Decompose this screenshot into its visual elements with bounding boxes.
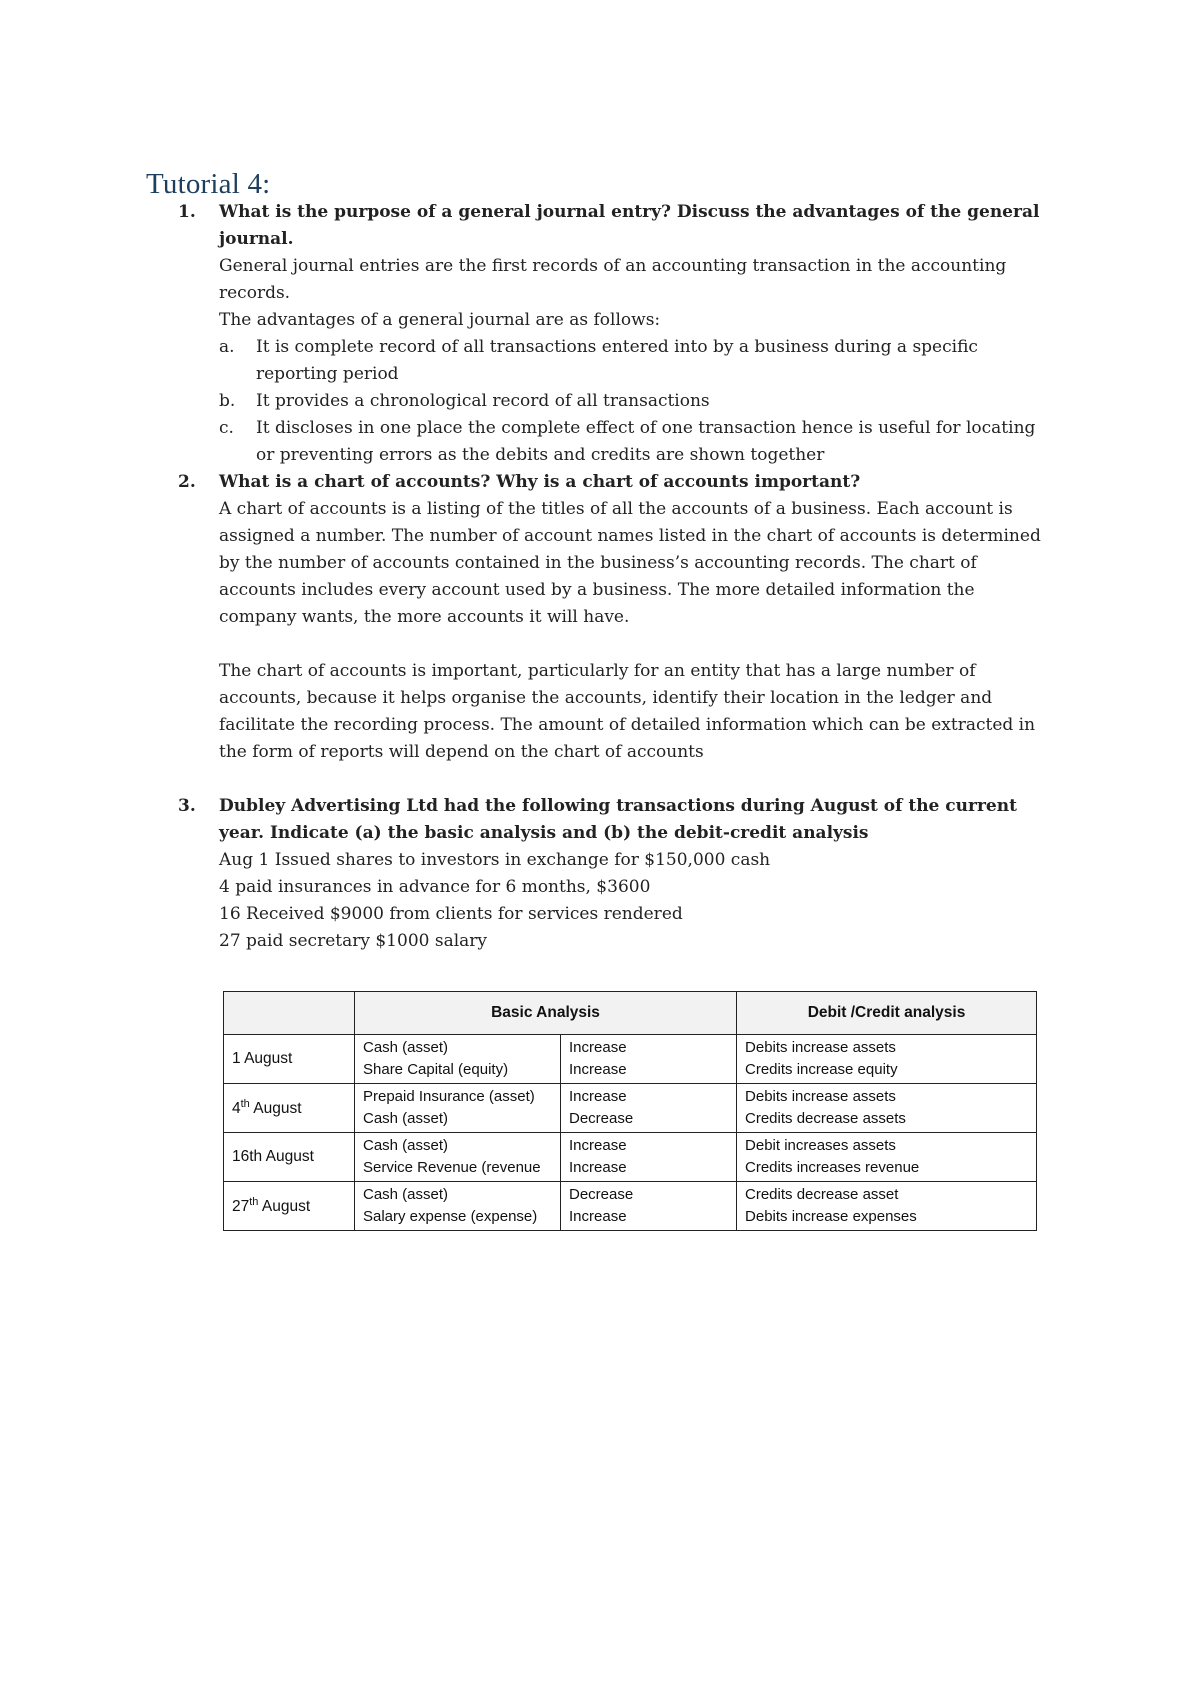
rules-cell: [737, 1133, 1037, 1182]
accounts-cell: [355, 1182, 561, 1231]
header-basic-analysis: Basic Analysis: [355, 992, 737, 1035]
table-row: [224, 1133, 1037, 1182]
effect-text: Increase: [569, 1039, 627, 1056]
account-name: Cash (asset): [363, 1039, 449, 1056]
table-header-row: [224, 992, 1037, 1035]
date-cell: [224, 1035, 355, 1084]
answer-2-line: by the number of accounts contained in the business’s accounting records. The chart of: [219, 553, 977, 573]
date-cell: [224, 1182, 355, 1231]
list-item-a: It is complete record of all transactions entered into by a business during a specific: [256, 337, 978, 357]
transaction-line: 16 Received $9000 from clients for services rendered: [219, 904, 683, 924]
accounts-cell: [355, 1133, 561, 1182]
effect-text: Increase: [569, 1088, 627, 1105]
question-3-text-cont: year. Indicate (a) the basic analysis and (b) the debit-credit analysis: [219, 823, 869, 843]
accounts-cell: [355, 1035, 561, 1084]
rule-text: Credits increases revenue: [745, 1159, 920, 1176]
account-name: Service Revenue (revenue: [363, 1159, 541, 1176]
effect-text: Increase: [569, 1137, 627, 1154]
accounts-cell: [355, 1084, 561, 1133]
account-name: Cash (asset): [363, 1186, 449, 1203]
account-name: Salary expense (expense): [363, 1208, 538, 1225]
list-item-c-cont: or preventing errors as the debits and credits are shown together: [256, 445, 825, 465]
transaction-line: Aug 1 Issued shares to investors in exchange for $150,000 cash: [219, 850, 771, 870]
rule-text: Credits decrease assets: [745, 1110, 906, 1127]
answer-2-line: accounts includes every account used by a business. The more detailed information the: [219, 580, 975, 600]
rules-cell: [737, 1182, 1037, 1231]
rule-text: Debit increases assets: [745, 1137, 896, 1154]
question-2-number: 2.: [178, 472, 196, 492]
effects-cell: [561, 1035, 737, 1084]
header-date-cell: [224, 992, 355, 1035]
date-text-tail: August: [258, 1198, 311, 1216]
header-debit-credit-analysis: Debit /Credit analysis: [737, 992, 1037, 1035]
date-text: 4: [232, 1100, 241, 1118]
answer-2-line: A chart of accounts is a listing of the titles of all the accounts of a business. Each account is: [219, 499, 1013, 519]
list-item-a-cont: reporting period: [256, 364, 399, 384]
analysis-table: [223, 991, 1037, 1231]
account-name: Cash (asset): [363, 1137, 449, 1154]
question-1-number: 1.: [178, 202, 196, 222]
table-row: [224, 1084, 1037, 1133]
answer-2-para2-line: facilitate the recording process. The amount of detailed information which can be extracted in: [219, 715, 1036, 735]
question-2-text: What is a chart of accounts? Why is a chart of accounts important?: [219, 472, 861, 492]
rule-text: Credits increase equity: [745, 1061, 898, 1078]
date-cell: [224, 1084, 355, 1133]
list-letter-c: c.: [219, 418, 234, 438]
effect-text: Increase: [569, 1208, 627, 1225]
rule-text: Debits increase assets: [745, 1088, 896, 1105]
transaction-line: 4 paid insurances in advance for 6 months, $3600: [219, 877, 651, 897]
account-name: Prepaid Insurance (asset): [363, 1088, 535, 1105]
effects-cell: [561, 1182, 737, 1231]
account-name: Share Capital (equity): [363, 1061, 509, 1078]
list-letter-a: a.: [219, 337, 235, 357]
question-1-text-cont: journal.: [219, 229, 294, 249]
rules-cell: [737, 1084, 1037, 1133]
rule-text: Credits decrease asset: [745, 1186, 899, 1203]
transaction-line: 27 paid secretary $1000 salary: [219, 931, 488, 951]
effects-cell: [561, 1133, 737, 1182]
rule-text: Debits increase expenses: [745, 1208, 917, 1225]
date-text: 1 August: [232, 1050, 293, 1067]
answer-2-line: assigned a number. The number of account names listed in the chart of accounts is determined: [219, 526, 1041, 546]
date-text: 16th August: [232, 1148, 314, 1165]
answer-1-line: The advantages of a general journal are as follows:: [219, 310, 661, 330]
list-letter-b: b.: [219, 391, 236, 411]
account-name: Cash (asset): [363, 1110, 449, 1127]
rule-text: Debits increase assets: [745, 1039, 896, 1056]
effects-cell: [561, 1084, 737, 1133]
page-title: Tutorial 4:: [146, 168, 271, 200]
table-row: [224, 1035, 1037, 1084]
answer-1-line: General journal entries are the first records of an accounting transaction in the accounting: [219, 256, 1007, 276]
answer-2-para2-line: the form of reports will depend on the chart of accounts: [219, 742, 704, 762]
date-text-tail: August: [249, 1100, 302, 1118]
answer-2-line: company wants, the more accounts it will have.: [219, 607, 630, 627]
rules-cell: [737, 1035, 1037, 1084]
date-superscript: th: [240, 1097, 250, 1110]
date-cell: [224, 1133, 355, 1182]
effect-text: Increase: [569, 1061, 627, 1078]
answer-2-para2-line: accounts, because it helps organise the accounts, identify their location in the ledger and: [219, 688, 993, 708]
answer-1-line: records.: [219, 283, 291, 303]
list-item-b: It provides a chronological record of all transactions: [256, 391, 710, 411]
date-superscript: th: [249, 1195, 259, 1208]
answer-2-para2-line: The chart of accounts is important, particularly for an entity that has a large number of: [219, 661, 976, 681]
question-3-number: 3.: [178, 796, 196, 816]
effect-text: Decrease: [569, 1186, 634, 1203]
table-row: [224, 1182, 1037, 1231]
effect-text: Decrease: [569, 1110, 634, 1127]
question-1-text: What is the purpose of a general journal entry? Discuss the advantages of the general: [219, 202, 1040, 222]
list-item-c: It discloses in one place the complete effect of one transaction hence is useful for locating: [256, 418, 1036, 438]
effect-text: Increase: [569, 1159, 627, 1176]
question-3-text: Dubley Advertising Ltd had the following transactions during August of the current: [219, 796, 1017, 816]
date-text: 27: [232, 1198, 250, 1216]
